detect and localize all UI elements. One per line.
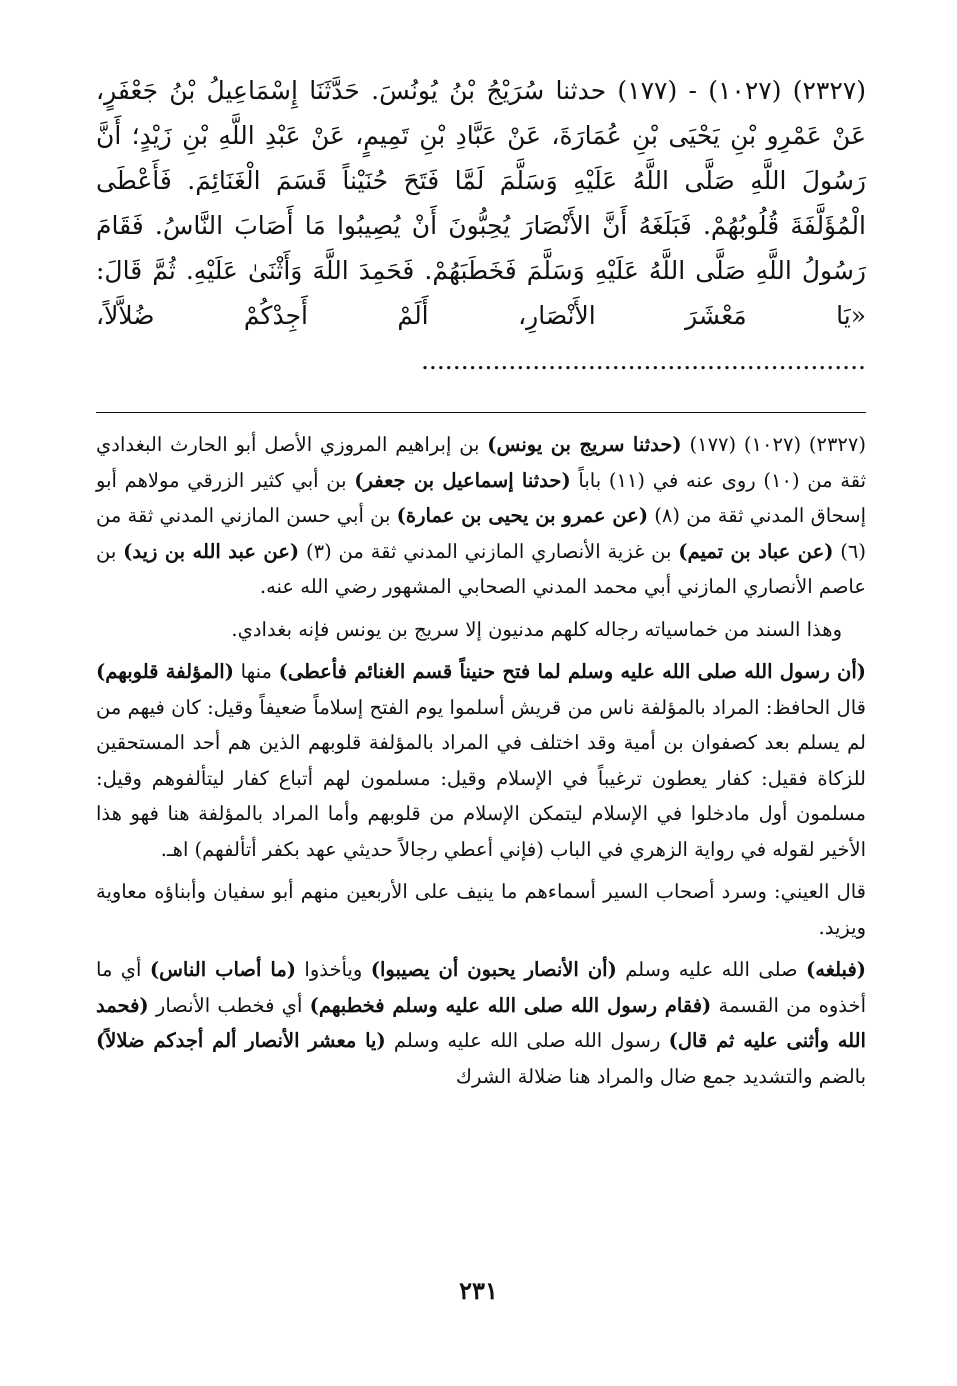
bold-quoted-segment: (ما أصاب الناس) <box>149 958 296 981</box>
text-segment: بن عاصم الأنصاري المازني أبي محمد المدني الصحابي المشهور رضي الله عنه. <box>96 539 866 598</box>
bold-quoted-segment: (عن عباد بن تميم) <box>678 539 834 563</box>
bold-quoted-segment: (فبلغه) <box>806 958 866 981</box>
bold-quoted-segment: (يا معشر الأنصار ألم أجدكم ضلالاً) <box>96 1029 386 1052</box>
hadith-text: (٢٣٢٧) (١٠٢٧) - (١٧٧) حدثنا سُرَيْجُ بْنُ يُونُسَ. حَدَّثَنَا إِسْمَاعِيلُ بْنُ جَعْفَرٍ، عَنْ عَمْرِو بْنِ يَحْيَى بْنِ عُمَارَةَ، عَنْ عَبَّادِ بْنِ تَمِيمٍ، عَنْ عَبْدِ اللَّهِ بْنِ زَيْدٍ؛ أَنَّ رَسُولَ اللَّهِ صَلَّى اللَّهُ عَلَيْهِ وَسَلَّمَ لَمَّا فَتَحَ حُنَيْناً قَسَمَ الْغَنَائِمَ. فَأَعْطَى الْمُؤَلَّفَةَ قُلُوبُهُمْ. فَبَلَغَهُ أَنَّ الأَنْصَارَ يُحِبُّونَ أَنْ يُصِيبُوا مَا أَصَابَ النَّاسُ. فَقَامَ رَسُولُ اللَّهِ صَلَّى اللَّهُ عَلَيْهِ وَسَلَّمَ فَخَطَبَهُمْ. فَحَمِدَ اللَّهَ وَأَثْنَىٰ عَلَيْهِ. ثُمَّ قَالَ: «يَا مَعْشَرَ الأَنْصَارِ، أَلَمْ أَجِدْكُمْ ضُلاَّلاً، <box>96 76 866 330</box>
text-segment: بالضم والتشديد جمع ضال والمراد هنا ضلالة الشرك <box>455 1064 866 1088</box>
bold-quoted-segment: (فقام رسول الله صلى الله عليه وسلم فخطبهم) <box>309 993 712 1017</box>
hadith-text-block <box>96 68 866 383</box>
text-segment: وهذا السند من خماسياته رجاله كلهم مدنيون إلا سريج بن يونس فإنه بغدادي. <box>231 617 842 641</box>
text-segment: رسول الله صلى الله عليه وسلم <box>385 1029 669 1052</box>
bold-quoted-segment: (حدثنا سريج بن يونس) <box>487 433 682 456</box>
text-segment: قال الحافظ: المراد بالمؤلفة ناس من قريش أسلموا يوم الفتح إسلاماً ضعيفاً وقيل: كان فيهم من لم يسلم بعد كصفوان بن أمية وقد اختلف في المراد بالمؤلفة قلوبهم الذين هم أحد المستحقين للزكاة فقيل: كفار يعطون ترغيباً في الإسلام وقيل: مسلمون لهم أتباع كفار ليتألفوهم وقيل: مسلمون أول مادخلوا في الإسلام ليتمكن الإسلام من قلوبهم وأما المراد بالمؤلفة هنا فهو هذا الأخير لقوله في رواية الزهري في الباب (فإني أعطي رجالاً حديثي عهد بكفر أتألفهم) اهـ. <box>96 695 866 861</box>
commentary-paragraph-chain-note <box>96 612 866 648</box>
bold-quoted-segment: (أن رسول الله صلى الله عليه وسلم لما فتح حنيناً قسم الغنائم فأعطى) <box>278 660 867 683</box>
bold-quoted-segment: (عن عمرو بن يحيى بن عمارة) <box>396 504 649 527</box>
text-segment: بن غزية الأنصاري المازني المدني ثقة من (٣) <box>299 539 679 563</box>
commentary-paragraph-aini <box>96 874 866 945</box>
bold-quoted-segment: (المؤلفة قلوبهم) <box>96 660 234 683</box>
text-segment: ويأخذوا <box>296 958 371 981</box>
bold-quoted-segment: (فحمد الله وأثنى عليه ثم قال) <box>96 993 866 1052</box>
continuation-dots: ........................................................ <box>420 346 866 375</box>
commentary-section <box>96 427 866 1094</box>
bold-quoted-segment: (أن الأنصار يحبون أن يصيبوا) <box>370 958 617 981</box>
text-segment: أي فخطب الأنصار <box>148 993 310 1017</box>
text-segment: بن إبراهيم المروزي الأصل أبو الحارث البغدادي ثقة من (١٠) روى عنه في (١١) باباً <box>96 433 866 492</box>
book-page <box>96 68 866 1094</box>
bold-quoted-segment: (حدثنا إسماعيل بن جعفر) <box>354 468 571 492</box>
commentary-paragraph-narrators <box>96 427 866 605</box>
page-number: ٢٣١ <box>459 1276 498 1305</box>
text-segment: أي ما أخذوه من القسمة <box>96 958 866 1017</box>
footnote-divider <box>96 412 866 413</box>
text-segment: بن أبي حسن المازني المدني ثقة من (٦) <box>96 504 866 563</box>
commentary-paragraph-muallafa <box>96 654 866 867</box>
text-segment: منها <box>233 660 279 683</box>
text-segment: قال العيني: وسرد أصحاب السير أسماءهم ما ينيف على الأربعين منهم أبو سفيان وأبناؤه معاوية ويزيد. <box>96 880 866 939</box>
commentary-paragraph-ansar <box>96 952 866 1094</box>
text-segment: بن أبي كثير الزرقي مولاهم أبو إسحاق المدني ثقة من (٨) <box>96 468 866 527</box>
text-segment: (٢٣٢٧) (١٠٢٧) (١٧٧) <box>681 433 866 456</box>
bold-quoted-segment: (عن عبد الله بن زيد) <box>123 539 300 563</box>
text-segment: صلى الله عليه وسلم <box>616 958 807 981</box>
